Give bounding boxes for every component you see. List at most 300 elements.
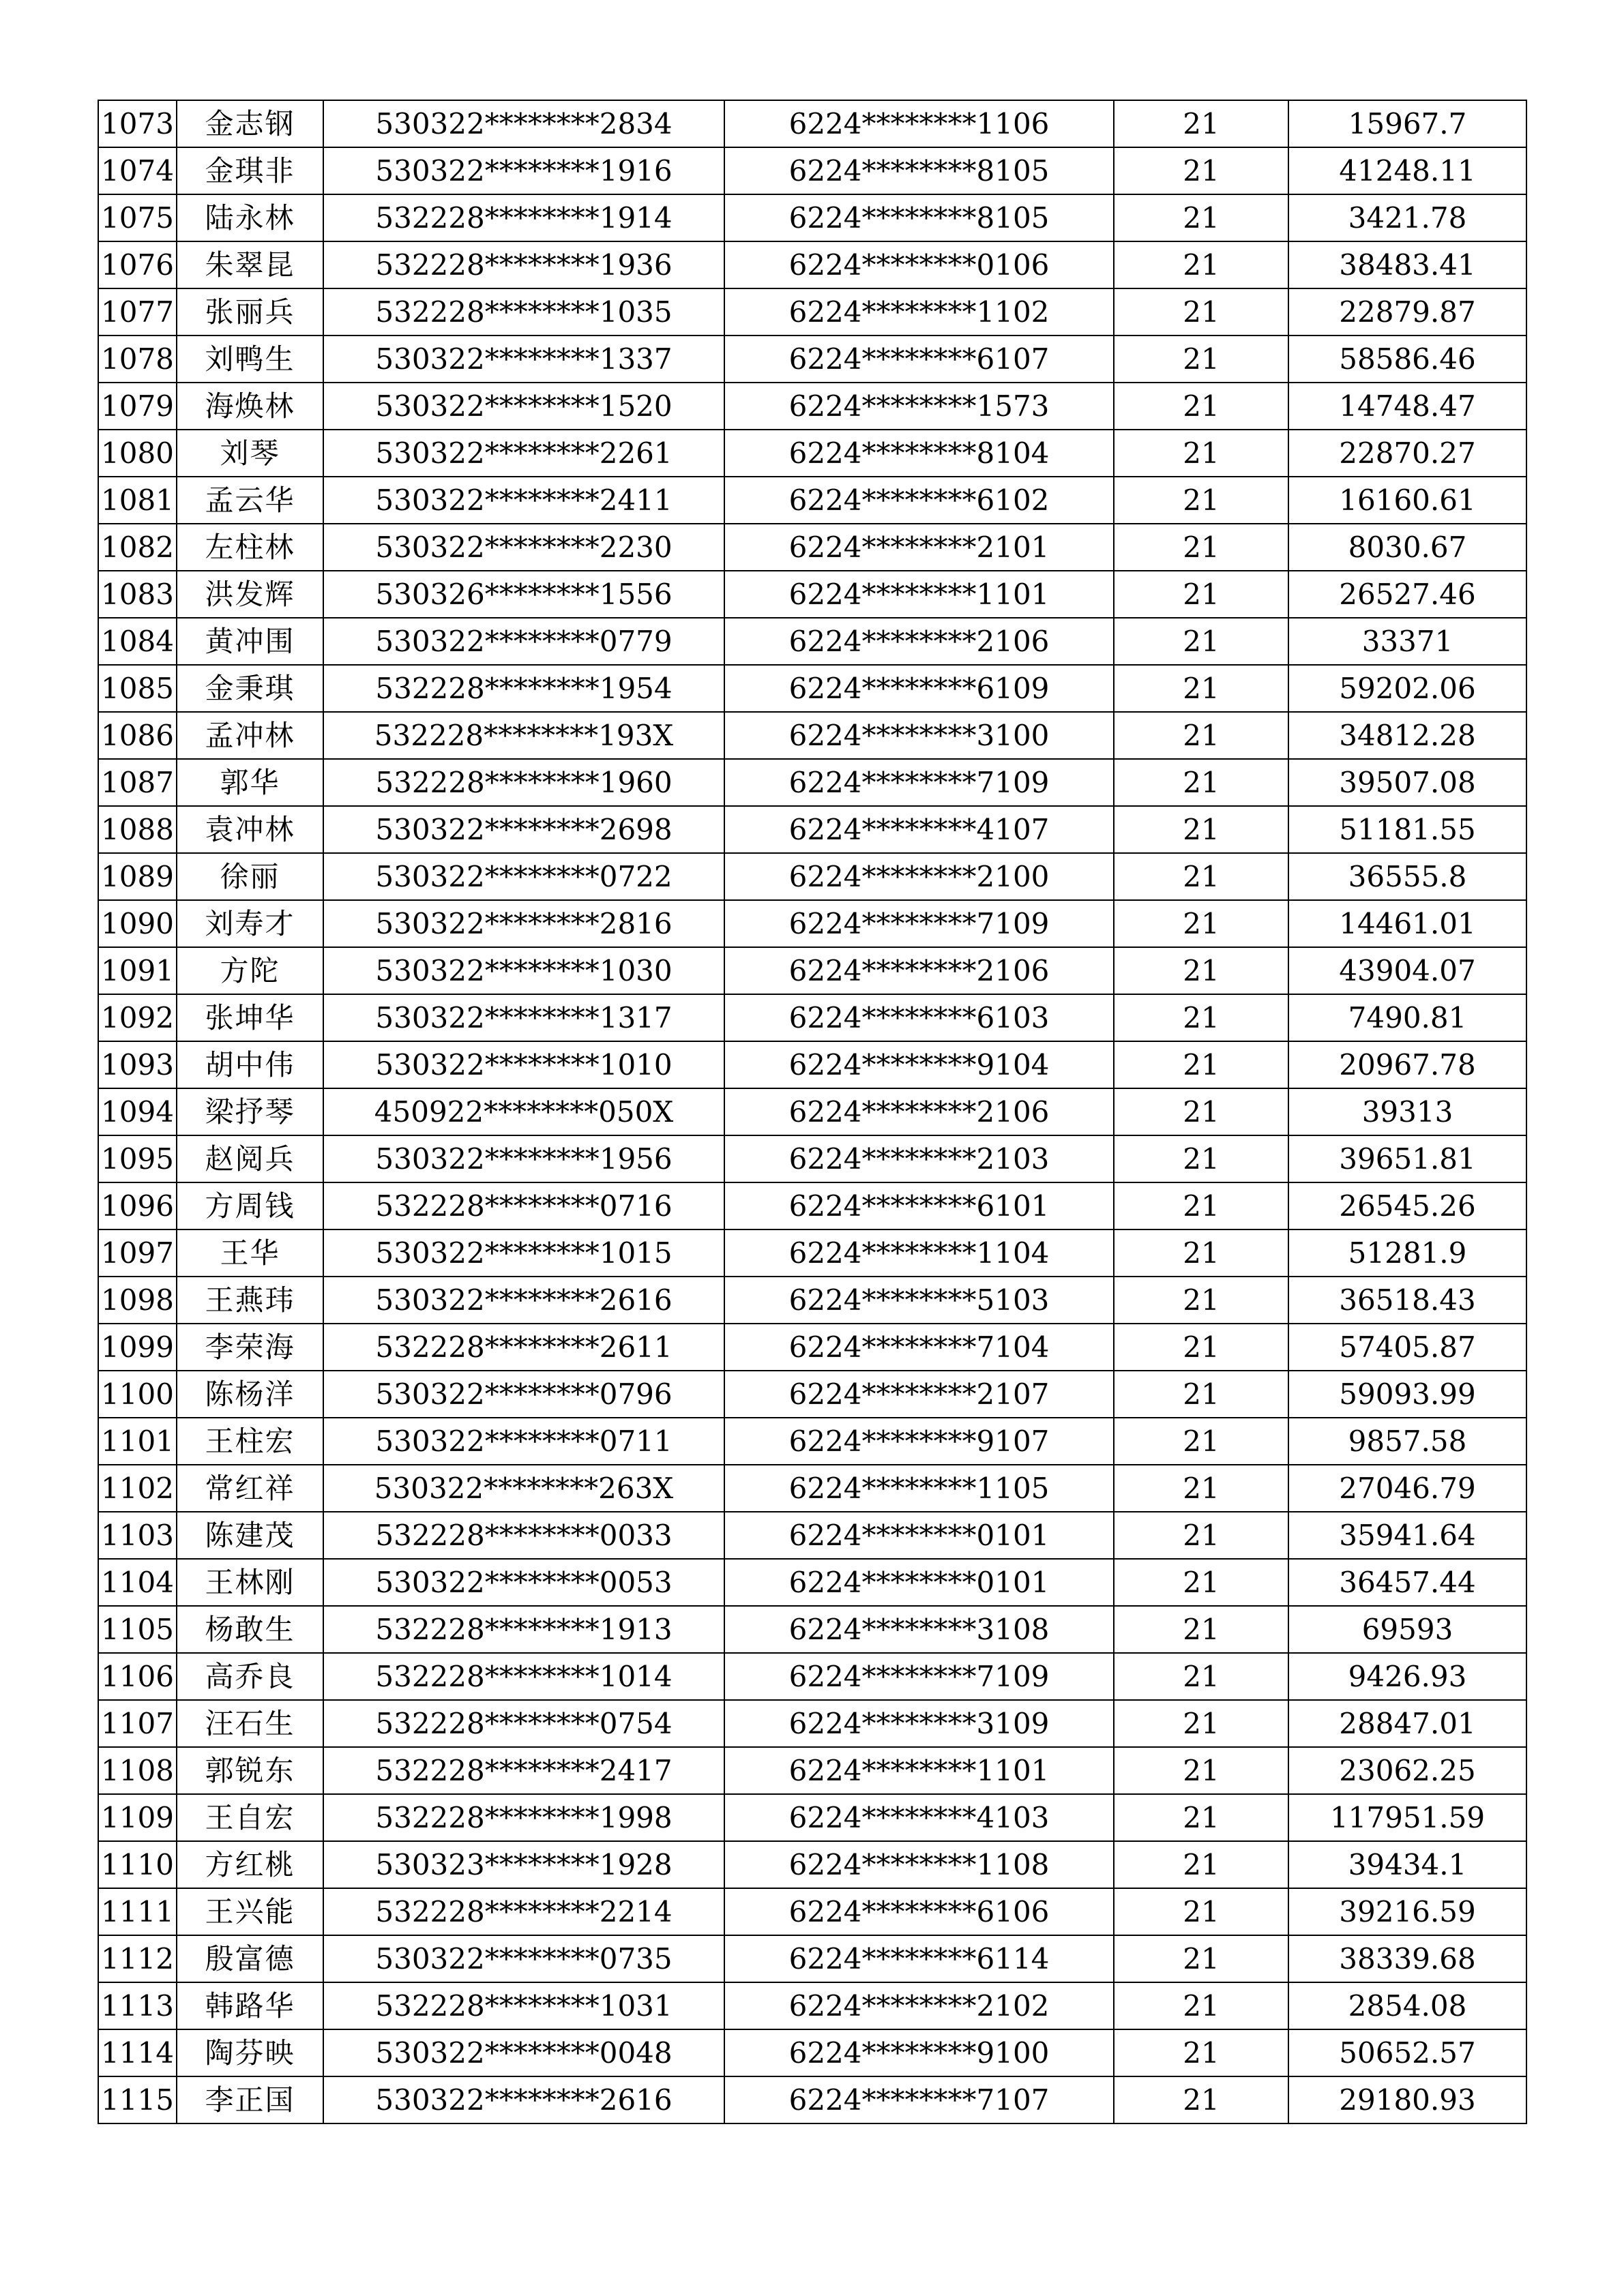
code-cell: 21 (1114, 1700, 1288, 1747)
name-cell: 洪发辉 (177, 571, 323, 618)
name-cell: 陈建茂 (177, 1512, 323, 1559)
table-row (98, 430, 1526, 477)
table-row (98, 1324, 1526, 1371)
table-row (98, 1606, 1526, 1653)
code-cell: 21 (1114, 712, 1288, 759)
code-cell: 21 (1114, 1418, 1288, 1465)
id-number-cell: 532228********1031 (323, 1982, 724, 2029)
row-number-cell: 1108 (98, 1747, 177, 1794)
id-number-cell: 532228********1960 (323, 759, 724, 806)
amount-cell: 36555.8 (1288, 853, 1526, 900)
name-cell: 朱翠昆 (177, 241, 323, 288)
name-cell: 方周钱 (177, 1182, 323, 1229)
row-number-cell: 1082 (98, 524, 177, 571)
table-row (98, 1888, 1526, 1935)
amount-cell: 27046.79 (1288, 1465, 1526, 1512)
id-number-cell: 530322********0722 (323, 853, 724, 900)
payment-table (98, 100, 1527, 2124)
row-number-cell: 1114 (98, 2029, 177, 2076)
name-cell: 郭华 (177, 759, 323, 806)
account-number-cell: 6224********2106 (724, 1088, 1114, 1135)
row-number-cell: 1095 (98, 1135, 177, 1182)
table-row (98, 1465, 1526, 1512)
name-cell: 刘琴 (177, 430, 323, 477)
row-number-cell: 1088 (98, 806, 177, 853)
amount-cell: 69593 (1288, 1606, 1526, 1653)
amount-cell: 23062.25 (1288, 1747, 1526, 1794)
amount-cell: 20967.78 (1288, 1041, 1526, 1088)
amount-cell: 58586.46 (1288, 336, 1526, 383)
row-number-cell: 1100 (98, 1371, 177, 1418)
row-number-cell: 1075 (98, 194, 177, 241)
name-cell: 王华 (177, 1229, 323, 1277)
table-row (98, 853, 1526, 900)
row-number-cell: 1089 (98, 853, 177, 900)
id-number-cell: 532228********0716 (323, 1182, 724, 1229)
code-cell: 21 (1114, 1653, 1288, 1700)
code-cell: 21 (1114, 1277, 1288, 1324)
id-number-cell: 532228********1913 (323, 1606, 724, 1653)
account-number-cell: 6224********1105 (724, 1465, 1114, 1512)
account-number-cell: 6224********4107 (724, 806, 1114, 853)
table-body (98, 100, 1526, 2123)
id-number-cell: 532228********1914 (323, 194, 724, 241)
code-cell: 21 (1114, 194, 1288, 241)
table-row (98, 618, 1526, 665)
table-row (98, 1418, 1526, 1465)
account-number-cell: 6224********4103 (724, 1794, 1114, 1841)
amount-cell: 57405.87 (1288, 1324, 1526, 1371)
id-number-cell: 530322********0711 (323, 1418, 724, 1465)
code-cell: 21 (1114, 759, 1288, 806)
amount-cell: 39216.59 (1288, 1888, 1526, 1935)
code-cell: 21 (1114, 1794, 1288, 1841)
name-cell: 孟云华 (177, 477, 323, 524)
name-cell: 李正国 (177, 2076, 323, 2123)
account-number-cell: 6224********2101 (724, 524, 1114, 571)
name-cell: 王燕玮 (177, 1277, 323, 1324)
row-number-cell: 1107 (98, 1700, 177, 1747)
code-cell: 21 (1114, 618, 1288, 665)
row-number-cell: 1101 (98, 1418, 177, 1465)
account-number-cell: 6224********2106 (724, 947, 1114, 994)
name-cell: 陈杨洋 (177, 1371, 323, 1418)
name-cell: 殷富德 (177, 1935, 323, 1982)
id-number-cell: 532228********2214 (323, 1888, 724, 1935)
account-number-cell: 6224********0101 (724, 1559, 1114, 1606)
row-number-cell: 1073 (98, 100, 177, 147)
table-row (98, 1277, 1526, 1324)
amount-cell: 9857.58 (1288, 1418, 1526, 1465)
account-number-cell: 6224********0101 (724, 1512, 1114, 1559)
row-number-cell: 1087 (98, 759, 177, 806)
name-cell: 常红祥 (177, 1465, 323, 1512)
amount-cell: 51181.55 (1288, 806, 1526, 853)
id-number-cell: 530322********1916 (323, 147, 724, 194)
account-number-cell: 6224********8105 (724, 194, 1114, 241)
name-cell: 韩路华 (177, 1982, 323, 2029)
id-number-cell: 530322********2411 (323, 477, 724, 524)
row-number-cell: 1112 (98, 1935, 177, 1982)
table-row (98, 1700, 1526, 1747)
name-cell: 李荣海 (177, 1324, 323, 1371)
id-number-cell: 530326********1556 (323, 571, 724, 618)
name-cell: 赵阅兵 (177, 1135, 323, 1182)
name-cell: 郭锐东 (177, 1747, 323, 1794)
code-cell: 21 (1114, 383, 1288, 430)
name-cell: 王林刚 (177, 1559, 323, 1606)
name-cell: 陶芬映 (177, 2029, 323, 2076)
name-cell: 金志钢 (177, 100, 323, 147)
name-cell: 王兴能 (177, 1888, 323, 1935)
id-number-cell: 530322********0796 (323, 1371, 724, 1418)
code-cell: 21 (1114, 900, 1288, 947)
table-row (98, 1935, 1526, 1982)
code-cell: 21 (1114, 241, 1288, 288)
code-cell: 21 (1114, 1465, 1288, 1512)
table-row (98, 712, 1526, 759)
table-row (98, 1182, 1526, 1229)
amount-cell: 43904.07 (1288, 947, 1526, 994)
row-number-cell: 1083 (98, 571, 177, 618)
account-number-cell: 6224********8104 (724, 430, 1114, 477)
name-cell: 刘寿才 (177, 900, 323, 947)
code-cell: 21 (1114, 477, 1288, 524)
row-number-cell: 1086 (98, 712, 177, 759)
table-row (98, 994, 1526, 1041)
amount-cell: 16160.61 (1288, 477, 1526, 524)
account-number-cell: 6224********6106 (724, 1888, 1114, 1935)
code-cell: 21 (1114, 1229, 1288, 1277)
row-number-cell: 1109 (98, 1794, 177, 1841)
table-row (98, 2029, 1526, 2076)
table-row (98, 194, 1526, 241)
row-number-cell: 1098 (98, 1277, 177, 1324)
id-number-cell: 530322********2616 (323, 1277, 724, 1324)
row-number-cell: 1092 (98, 994, 177, 1041)
name-cell: 左柱林 (177, 524, 323, 571)
table-row (98, 147, 1526, 194)
account-number-cell: 6224********7109 (724, 1653, 1114, 1700)
table-row (98, 1135, 1526, 1182)
name-cell: 刘鸭生 (177, 336, 323, 383)
code-cell: 21 (1114, 430, 1288, 477)
amount-cell: 59202.06 (1288, 665, 1526, 712)
code-cell: 21 (1114, 1841, 1288, 1888)
account-number-cell: 6224********3100 (724, 712, 1114, 759)
amount-cell: 22879.87 (1288, 288, 1526, 336)
table-row (98, 524, 1526, 571)
table-row (98, 1559, 1526, 1606)
table-row (98, 336, 1526, 383)
account-number-cell: 6224********6101 (724, 1182, 1114, 1229)
name-cell: 徐丽 (177, 853, 323, 900)
id-number-cell: 530322********0048 (323, 2029, 724, 2076)
id-number-cell: 530322********2834 (323, 100, 724, 147)
name-cell: 王自宏 (177, 1794, 323, 1841)
row-number-cell: 1076 (98, 241, 177, 288)
amount-cell: 26527.46 (1288, 571, 1526, 618)
id-number-cell: 530322********1520 (323, 383, 724, 430)
code-cell: 21 (1114, 1606, 1288, 1653)
name-cell: 陆永林 (177, 194, 323, 241)
amount-cell: 35941.64 (1288, 1512, 1526, 1559)
table-row (98, 1041, 1526, 1088)
account-number-cell: 6224********7107 (724, 2076, 1114, 2123)
name-cell: 张坤华 (177, 994, 323, 1041)
row-number-cell: 1103 (98, 1512, 177, 1559)
row-number-cell: 1080 (98, 430, 177, 477)
table-row (98, 1841, 1526, 1888)
amount-cell: 29180.93 (1288, 2076, 1526, 2123)
id-number-cell: 530322********1030 (323, 947, 724, 994)
name-cell: 梁抒琴 (177, 1088, 323, 1135)
code-cell: 21 (1114, 336, 1288, 383)
table-row (98, 665, 1526, 712)
row-number-cell: 1085 (98, 665, 177, 712)
table-row (98, 947, 1526, 994)
id-number-cell: 530322********0735 (323, 1935, 724, 1982)
code-cell: 21 (1114, 1324, 1288, 1371)
amount-cell: 14461.01 (1288, 900, 1526, 947)
account-number-cell: 6224********6109 (724, 665, 1114, 712)
row-number-cell: 1091 (98, 947, 177, 994)
account-number-cell: 6224********7109 (724, 900, 1114, 947)
amount-cell: 50652.57 (1288, 2029, 1526, 2076)
account-number-cell: 6224********9104 (724, 1041, 1114, 1088)
code-cell: 21 (1114, 1041, 1288, 1088)
amount-cell: 3421.78 (1288, 194, 1526, 241)
amount-cell: 51281.9 (1288, 1229, 1526, 1277)
id-number-cell: 532228********0033 (323, 1512, 724, 1559)
table-row (98, 241, 1526, 288)
table-row (98, 1982, 1526, 2029)
id-number-cell: 532228********193X (323, 712, 724, 759)
amount-cell: 59093.99 (1288, 1371, 1526, 1418)
id-number-cell: 530322********1337 (323, 336, 724, 383)
name-cell: 汪石生 (177, 1700, 323, 1747)
code-cell: 21 (1114, 806, 1288, 853)
code-cell: 21 (1114, 524, 1288, 571)
code-cell: 21 (1114, 1747, 1288, 1794)
table-row (98, 477, 1526, 524)
amount-cell: 2854.08 (1288, 1982, 1526, 2029)
amount-cell: 39651.81 (1288, 1135, 1526, 1182)
code-cell: 21 (1114, 2076, 1288, 2123)
id-number-cell: 530322********263X (323, 1465, 724, 1512)
amount-cell: 33371 (1288, 618, 1526, 665)
name-cell: 张丽兵 (177, 288, 323, 336)
id-number-cell: 530323********1928 (323, 1841, 724, 1888)
row-number-cell: 1094 (98, 1088, 177, 1135)
account-number-cell: 6224********6102 (724, 477, 1114, 524)
id-number-cell: 530322********0053 (323, 1559, 724, 1606)
name-cell: 方陀 (177, 947, 323, 994)
account-number-cell: 6224********8105 (724, 147, 1114, 194)
name-cell: 孟冲林 (177, 712, 323, 759)
amount-cell: 22870.27 (1288, 430, 1526, 477)
amount-cell: 28847.01 (1288, 1700, 1526, 1747)
code-cell: 21 (1114, 1088, 1288, 1135)
code-cell: 21 (1114, 1559, 1288, 1606)
name-cell: 胡中伟 (177, 1041, 323, 1088)
name-cell: 王柱宏 (177, 1418, 323, 1465)
account-number-cell: 6224********1106 (724, 100, 1114, 147)
name-cell: 袁冲林 (177, 806, 323, 853)
row-number-cell: 1099 (98, 1324, 177, 1371)
table-row (98, 1512, 1526, 1559)
row-number-cell: 1105 (98, 1606, 177, 1653)
code-cell: 21 (1114, 947, 1288, 994)
account-number-cell: 6224********3109 (724, 1700, 1114, 1747)
code-cell: 21 (1114, 1982, 1288, 2029)
code-cell: 21 (1114, 1888, 1288, 1935)
code-cell: 21 (1114, 100, 1288, 147)
account-number-cell: 6224********3108 (724, 1606, 1114, 1653)
table-row (98, 100, 1526, 147)
code-cell: 21 (1114, 665, 1288, 712)
name-cell: 高乔良 (177, 1653, 323, 1700)
table-row (98, 2076, 1526, 2123)
id-number-cell: 530322********2230 (323, 524, 724, 571)
id-number-cell: 530322********0779 (323, 618, 724, 665)
name-cell: 金秉琪 (177, 665, 323, 712)
name-cell: 海焕林 (177, 383, 323, 430)
row-number-cell: 1079 (98, 383, 177, 430)
account-number-cell: 6224********1104 (724, 1229, 1114, 1277)
code-cell: 21 (1114, 1182, 1288, 1229)
amount-cell: 26545.26 (1288, 1182, 1526, 1229)
account-number-cell: 6224********6107 (724, 336, 1114, 383)
row-number-cell: 1104 (98, 1559, 177, 1606)
code-cell: 21 (1114, 1512, 1288, 1559)
table-row (98, 900, 1526, 947)
amount-cell: 38339.68 (1288, 1935, 1526, 1982)
table-row (98, 1371, 1526, 1418)
account-number-cell: 6224********2107 (724, 1371, 1114, 1418)
code-cell: 21 (1114, 994, 1288, 1041)
code-cell: 21 (1114, 2029, 1288, 2076)
table-row (98, 806, 1526, 853)
account-number-cell: 6224********1101 (724, 1747, 1114, 1794)
table-row (98, 1747, 1526, 1794)
name-cell: 方红桃 (177, 1841, 323, 1888)
amount-cell: 117951.59 (1288, 1794, 1526, 1841)
table-row (98, 1088, 1526, 1135)
account-number-cell: 6224********5103 (724, 1277, 1114, 1324)
table-row (98, 383, 1526, 430)
account-number-cell: 6224********6114 (724, 1935, 1114, 1982)
amount-cell: 38483.41 (1288, 241, 1526, 288)
id-number-cell: 530322********1956 (323, 1135, 724, 1182)
id-number-cell: 532228********1936 (323, 241, 724, 288)
table-row (98, 1653, 1526, 1700)
account-number-cell: 6224********6103 (724, 994, 1114, 1041)
row-number-cell: 1084 (98, 618, 177, 665)
amount-cell: 39434.1 (1288, 1841, 1526, 1888)
row-number-cell: 1081 (98, 477, 177, 524)
account-number-cell: 6224********2102 (724, 1982, 1114, 2029)
account-number-cell: 6224********2100 (724, 853, 1114, 900)
code-cell: 21 (1114, 1371, 1288, 1418)
code-cell: 21 (1114, 147, 1288, 194)
amount-cell: 7490.81 (1288, 994, 1526, 1041)
amount-cell: 9426.93 (1288, 1653, 1526, 1700)
account-number-cell: 6224********1573 (724, 383, 1114, 430)
account-number-cell: 6224********1102 (724, 288, 1114, 336)
amount-cell: 36518.43 (1288, 1277, 1526, 1324)
row-number-cell: 1102 (98, 1465, 177, 1512)
id-number-cell: 532228********1014 (323, 1653, 724, 1700)
row-number-cell: 1093 (98, 1041, 177, 1088)
row-number-cell: 1113 (98, 1982, 177, 2029)
row-number-cell: 1115 (98, 2076, 177, 2123)
id-number-cell: 530322********1015 (323, 1229, 724, 1277)
row-number-cell: 1074 (98, 147, 177, 194)
amount-cell: 15967.7 (1288, 100, 1526, 147)
row-number-cell: 1077 (98, 288, 177, 336)
code-cell: 21 (1114, 288, 1288, 336)
id-number-cell: 530322********1317 (323, 994, 724, 1041)
amount-cell: 39507.08 (1288, 759, 1526, 806)
id-number-cell: 532228********2611 (323, 1324, 724, 1371)
code-cell: 21 (1114, 571, 1288, 618)
amount-cell: 39313 (1288, 1088, 1526, 1135)
row-number-cell: 1096 (98, 1182, 177, 1229)
row-number-cell: 1078 (98, 336, 177, 383)
account-number-cell: 6224********7109 (724, 759, 1114, 806)
account-number-cell: 6224********2103 (724, 1135, 1114, 1182)
id-number-cell: 530322********1010 (323, 1041, 724, 1088)
id-number-cell: 532228********1998 (323, 1794, 724, 1841)
row-number-cell: 1097 (98, 1229, 177, 1277)
account-number-cell: 6224********1101 (724, 571, 1114, 618)
amount-cell: 8030.67 (1288, 524, 1526, 571)
account-number-cell: 6224********9100 (724, 2029, 1114, 2076)
account-number-cell: 6224********0106 (724, 241, 1114, 288)
id-number-cell: 532228********1035 (323, 288, 724, 336)
name-cell: 杨敢生 (177, 1606, 323, 1653)
row-number-cell: 1110 (98, 1841, 177, 1888)
id-number-cell: 532228********0754 (323, 1700, 724, 1747)
id-number-cell: 530322********2698 (323, 806, 724, 853)
account-number-cell: 6224********7104 (724, 1324, 1114, 1371)
amount-cell: 41248.11 (1288, 147, 1526, 194)
table-row (98, 1229, 1526, 1277)
table-row (98, 1794, 1526, 1841)
account-number-cell: 6224********1108 (724, 1841, 1114, 1888)
table-row (98, 288, 1526, 336)
account-number-cell: 6224********9107 (724, 1418, 1114, 1465)
code-cell: 21 (1114, 853, 1288, 900)
amount-cell: 34812.28 (1288, 712, 1526, 759)
id-number-cell: 532228********1954 (323, 665, 724, 712)
amount-cell: 14748.47 (1288, 383, 1526, 430)
name-cell: 黄冲围 (177, 618, 323, 665)
table-row (98, 571, 1526, 618)
row-number-cell: 1106 (98, 1653, 177, 1700)
code-cell: 21 (1114, 1135, 1288, 1182)
id-number-cell: 532228********2417 (323, 1747, 724, 1794)
account-number-cell: 6224********2106 (724, 618, 1114, 665)
code-cell: 21 (1114, 1935, 1288, 1982)
amount-cell: 36457.44 (1288, 1559, 1526, 1606)
id-number-cell: 530322********2616 (323, 2076, 724, 2123)
row-number-cell: 1111 (98, 1888, 177, 1935)
row-number-cell: 1090 (98, 900, 177, 947)
table-row (98, 759, 1526, 806)
id-number-cell: 530322********2816 (323, 900, 724, 947)
